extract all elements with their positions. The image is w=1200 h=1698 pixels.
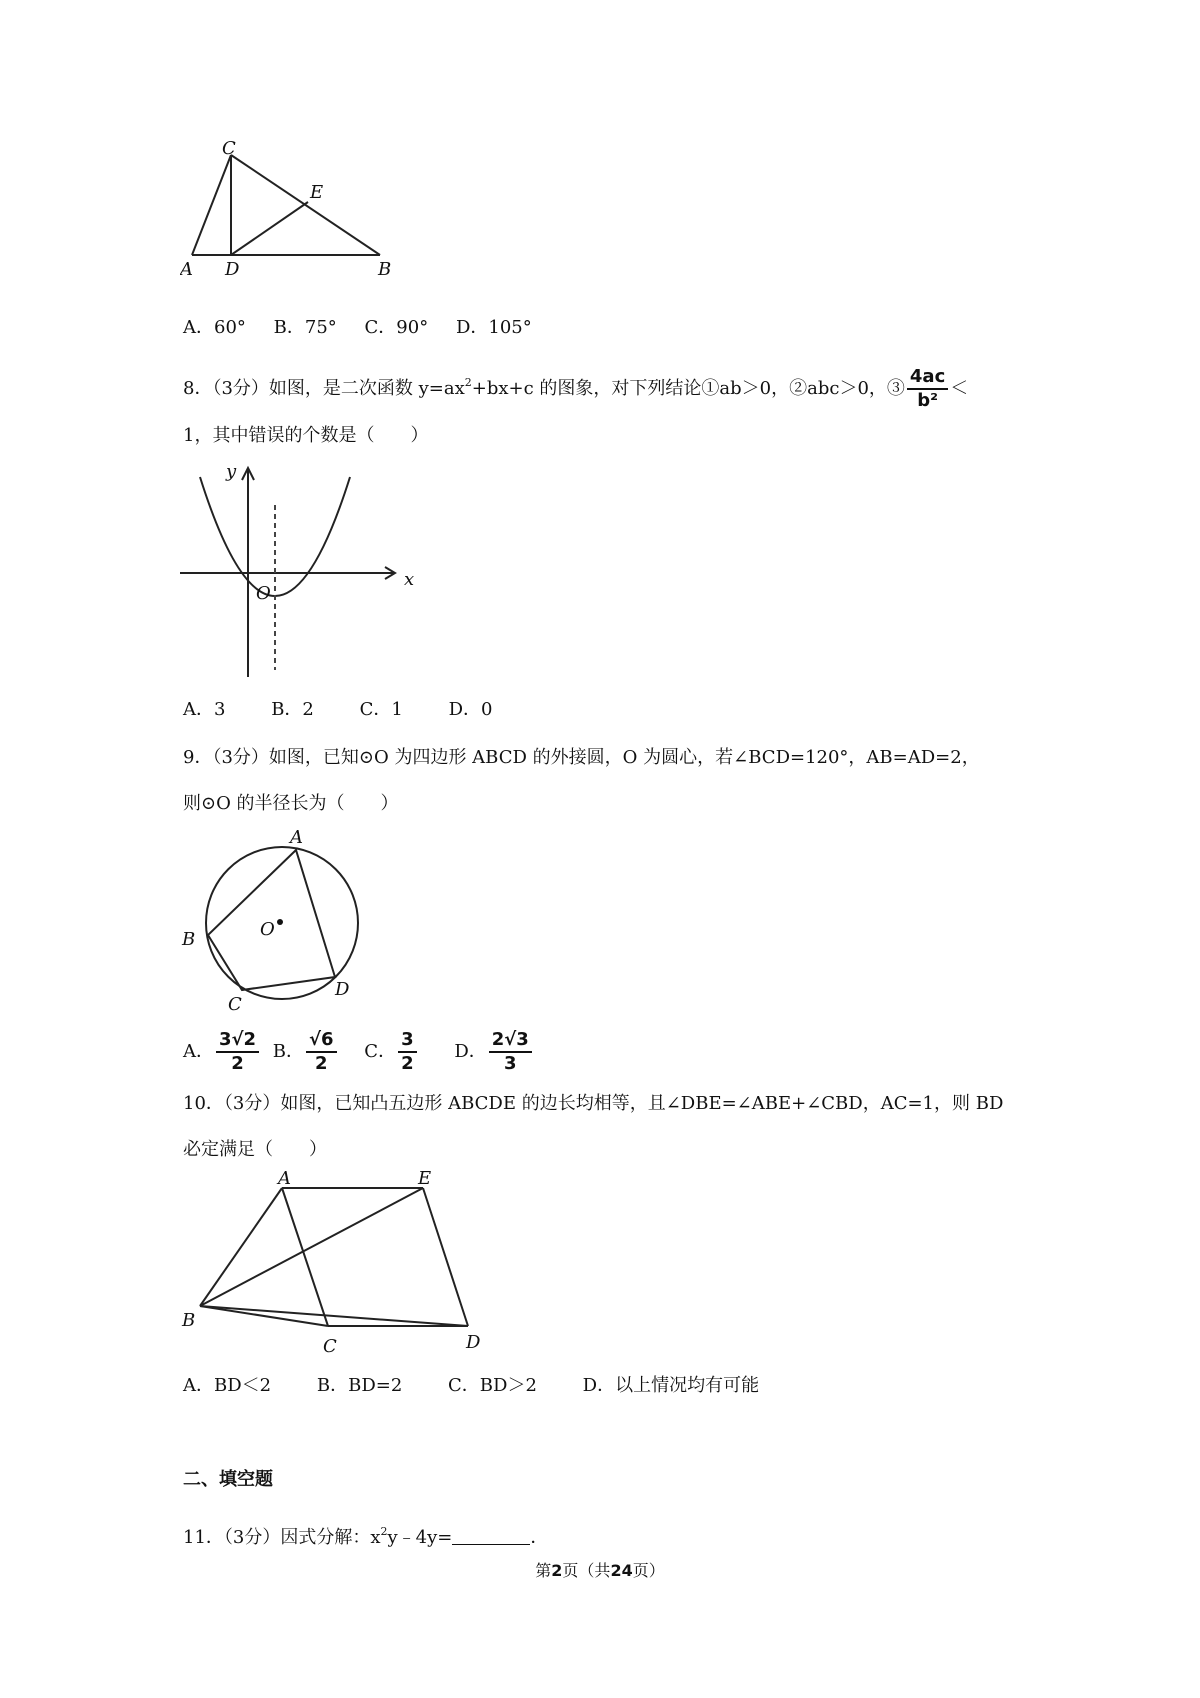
footer-mid: 页（共 — [562, 1561, 611, 1580]
q9-option-b-label: B． — [272, 1041, 305, 1062]
label-a: A — [290, 827, 303, 848]
q9-option-c-label: C． — [364, 1041, 397, 1062]
label-b: B — [378, 259, 392, 280]
label-c: C — [228, 994, 242, 1015]
q8-option-d[interactable]: D．0 — [448, 699, 493, 720]
q8-stem-text-1: 8．（3分）如图，是二次函数 y=ax — [183, 378, 465, 399]
q8-parabola-figure — [178, 455, 428, 685]
q7-option-a[interactable]: A．60° — [183, 317, 246, 338]
q9-option-d-label: D． — [454, 1041, 487, 1062]
axis-y-label: y — [226, 461, 237, 482]
origin-label: O — [256, 583, 271, 604]
q10-options — [183, 1372, 781, 1400]
q10-stem-line2: 必定满足（ ） — [183, 1139, 327, 1160]
axis-x-label: x — [404, 569, 415, 590]
q8-frac-denominator: b² — [917, 390, 938, 411]
q9-option-c[interactable] — [364, 1022, 418, 1082]
q9-stem-line2: 则⊙O 的半径长为（ ） — [183, 793, 399, 814]
label-b: B — [182, 929, 196, 950]
label-d: D — [335, 979, 350, 1000]
q7-options — [183, 314, 554, 342]
q10-option-a[interactable]: A．BD＜2 — [183, 1375, 272, 1396]
q10-option-d[interactable]: D．以上情况均有可能 — [582, 1375, 760, 1396]
q8-superscript: 2 — [464, 376, 472, 389]
q9-options — [183, 1022, 556, 1082]
label-c: C — [222, 140, 236, 159]
page-footer — [0, 1558, 1200, 1581]
q8-frac-numerator: 4ac — [907, 366, 948, 390]
footer-page-number: 2 — [551, 1561, 563, 1580]
q8-option-b[interactable]: B．2 — [271, 699, 314, 720]
q9-option-d-num: 2√3 — [489, 1029, 532, 1053]
q10-pentagon-figure — [178, 1168, 498, 1358]
q8-option-a[interactable]: A．3 — [183, 699, 226, 720]
footer-total-pages: 24 — [610, 1561, 633, 1580]
q9-option-b[interactable] — [273, 1022, 339, 1082]
label-a: A — [180, 259, 193, 280]
q9-option-b-num: √6 — [306, 1029, 337, 1053]
label-e: E — [310, 182, 324, 203]
label-o: O — [260, 919, 275, 940]
q10-stem-line1: 10．（3分）如图，已知凸五边形 ABCDE 的边长均相等，且∠DBE=∠ABE+∠CBD，AC=1，则 BD — [183, 1093, 1004, 1114]
section-heading: 二、填空题 — [183, 1469, 273, 1490]
q9-circle-figure — [180, 825, 370, 1015]
q9-option-a[interactable] — [183, 1022, 261, 1082]
footer-prefix: 第 — [535, 1561, 552, 1580]
q9-option-c-num: 3 — [398, 1029, 417, 1053]
q11-stem-end: ． — [530, 1527, 549, 1548]
q8-fraction — [907, 366, 948, 412]
q9-option-a-num: 3√2 — [216, 1029, 259, 1053]
q9-option-d[interactable] — [454, 1022, 534, 1082]
q8-options — [183, 696, 514, 724]
q11-superscript: 2 — [380, 1525, 388, 1538]
label-b: B — [182, 1310, 196, 1331]
label-e: E — [418, 1168, 432, 1189]
q8-stem-text-2: +bx+c 的图象，对下列结论①ab＞0，②abc＞0，③ — [471, 378, 905, 399]
footer-suffix: 页） — [632, 1561, 665, 1580]
q9-option-b-den: 2 — [315, 1053, 328, 1074]
q7-option-b[interactable]: B．75° — [273, 317, 337, 338]
q9-option-a-den: 2 — [231, 1053, 244, 1074]
q9-option-c-den: 2 — [401, 1053, 414, 1074]
q11-stem-text-2: y﹣4y= — [387, 1527, 453, 1548]
q7-option-d[interactable]: D．105° — [455, 317, 532, 338]
q11-stem-text-1: 11．（3分）因式分解：x — [183, 1527, 381, 1548]
label-d: D — [466, 1332, 481, 1353]
q11-answer-blank[interactable] — [452, 1526, 530, 1545]
label-a: A — [278, 1168, 291, 1189]
q11-stem — [183, 1518, 548, 1552]
q7-triangle-figure — [180, 140, 440, 300]
q9-option-d-den: 3 — [504, 1053, 517, 1074]
q10-option-b[interactable]: B．BD=2 — [316, 1375, 403, 1396]
q10-option-c[interactable]: C．BD＞2 — [448, 1375, 537, 1396]
label-c: C — [323, 1336, 337, 1357]
q8-stem-line2: 1，其中错误的个数是（ ） — [183, 425, 429, 446]
q9-option-a-label: A． — [183, 1041, 214, 1062]
label-d: D — [225, 259, 240, 280]
q8-option-c[interactable]: C．1 — [359, 699, 403, 720]
q8-stem-text-3: ＜ — [950, 378, 969, 399]
q8-stem — [183, 366, 968, 412]
q7-option-c[interactable]: C．90° — [364, 317, 429, 338]
q9-stem-line1: 9．（3分）如图，已知⊙O 为四边形 ABCD 的外接圆，O 为圆心，若∠BCD=120°，AB=AD=2， — [183, 747, 980, 768]
